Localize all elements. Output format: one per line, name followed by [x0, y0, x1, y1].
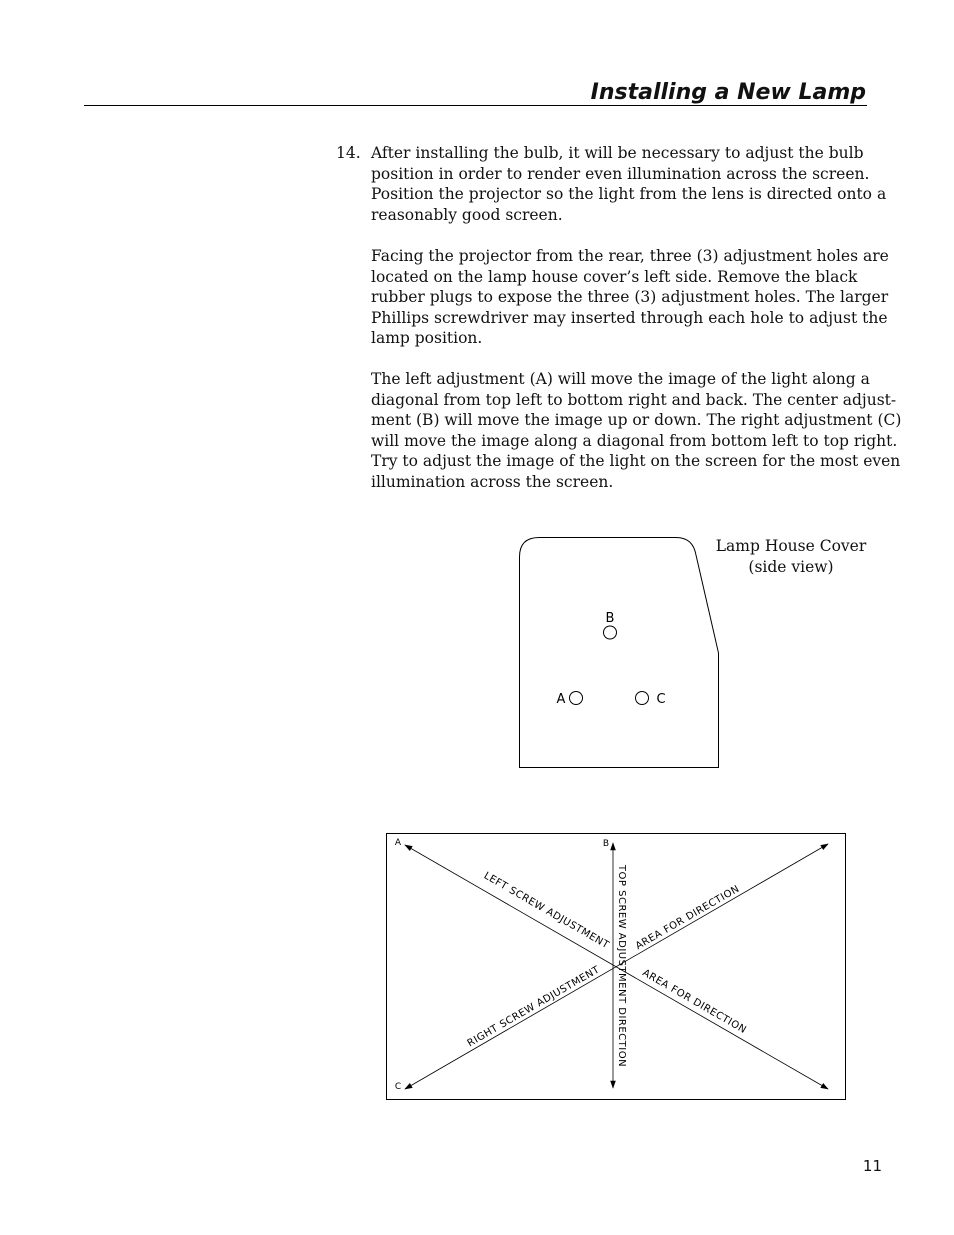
lamp-house-cover-outline	[520, 538, 719, 768]
area-for-direction-lower-label: AREA FOR DIRECTION	[640, 967, 749, 1037]
paragraph-line: illumination across the screen.	[371, 472, 614, 491]
paragraph-line: The left adjustment (A) will move the image of the light along a	[371, 370, 870, 388]
page-number: 11	[862, 1157, 882, 1175]
paragraph-line: Facing the projector from the rear, three (3) adjustment holes are	[371, 247, 889, 265]
adjustment-direction-diagram	[385, 832, 847, 1102]
paragraph-line: position in order to render even illumination across the screen.	[371, 164, 870, 183]
paragraph-line: rubber plugs to expose the three (3) adjustment holes. The larger	[371, 288, 889, 307]
hole-a-label: A	[556, 692, 566, 707]
hole-c-label: C	[656, 692, 666, 707]
hole-b-label: B	[605, 611, 615, 626]
paragraph-line: Position the projector so the light from the lens is directed onto a	[371, 185, 887, 204]
paragraph-line: located on the lamp house cover’s left side. Remove the black	[371, 267, 858, 286]
corner-a-label: A	[394, 838, 402, 848]
corner-c-label: C	[394, 1082, 402, 1092]
paragraph-line: After installing the bulb, it will be necessary to adjust the bulb	[371, 144, 864, 162]
top-screw-adjustment-label: TOP SCREW ADJUSTMENT DIRECTION	[616, 864, 627, 1068]
paragraph-bulb-position	[371, 143, 887, 225]
paragraph-adjustment-holes	[371, 246, 889, 349]
step-number: 14.	[336, 144, 361, 162]
hole-a	[570, 692, 583, 705]
header-rule	[84, 105, 867, 106]
paragraph-line: lamp position.	[371, 329, 483, 348]
paragraph-adjustment-directions	[371, 369, 902, 493]
paragraph-line: will move the image along a diagonal from bottom left to top right.	[371, 431, 898, 450]
paragraph-line: reasonably good screen.	[371, 205, 563, 224]
lamp-house-cover-diagram	[510, 530, 730, 775]
caption-line: (side view)	[748, 557, 834, 576]
left-screw-adjustment-label: LEFT SCREW ADJUSTMENT	[481, 870, 611, 952]
lamp-cover-caption	[700, 536, 882, 577]
caption-line: Lamp House Cover	[715, 537, 867, 555]
hole-b	[604, 626, 617, 639]
corner-b-label: B	[602, 839, 610, 849]
page-title: Installing a New Lamp	[590, 80, 866, 105]
paragraph-line: diagonal from top left to bottom right and back. The center adjust-	[371, 390, 897, 409]
paragraph-line: Phillips screwdriver may inserted through each hole to adjust the	[371, 308, 888, 327]
hole-c	[636, 692, 649, 705]
area-for-direction-upper-label: AREA FOR DIRECTION	[633, 883, 742, 953]
right-screw-adjustment-label: RIGHT SCREW ADJUSTMENT	[465, 964, 602, 1050]
paragraph-line: Try to adjust the image of the light on the screen for the most even	[371, 452, 901, 471]
paragraph-line: ment (B) will move the image up or down. The right adjustment (C)	[371, 411, 902, 430]
